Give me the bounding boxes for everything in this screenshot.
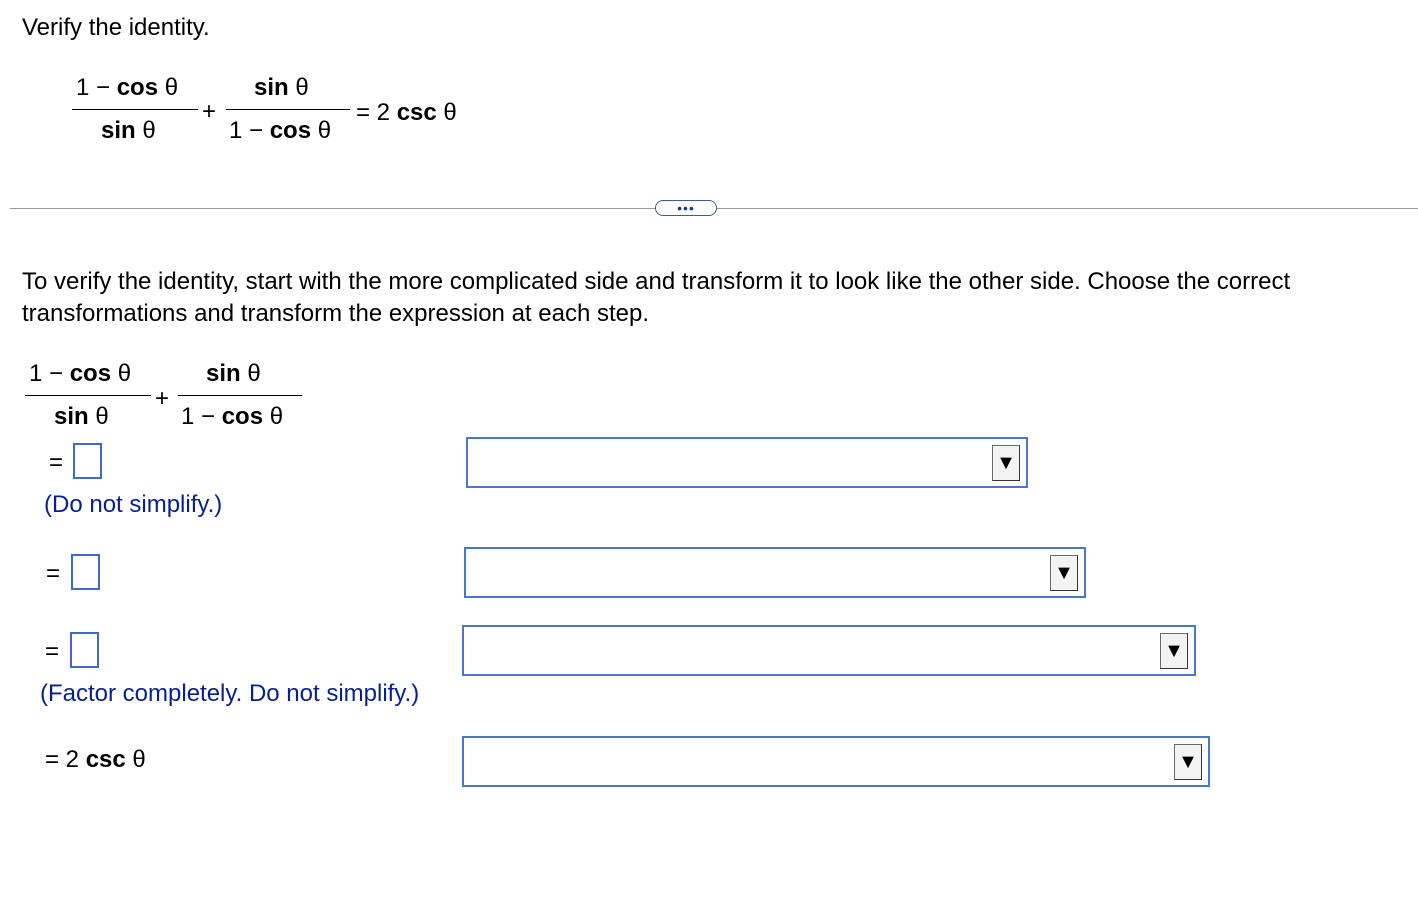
start-right-fraction-bar	[178, 395, 302, 396]
dropdown-arrow-glyph: ▼	[1178, 751, 1198, 773]
start-left-fraction-bar	[25, 395, 151, 396]
start-left-numerator: 1 − cos θ	[29, 360, 132, 387]
step-2-answer-box[interactable]	[71, 554, 100, 590]
step-3-note: (Factor completely. Do not simplify.)	[40, 680, 420, 707]
question-title: Verify the identity.	[22, 14, 210, 41]
identity-left-numerator: 1 − cos θ	[76, 74, 179, 101]
start-left-denominator: sin θ	[54, 403, 109, 430]
triangle-down-icon[interactable]	[1160, 633, 1188, 669]
identity-right-numerator: sin θ	[254, 74, 309, 101]
start-right-numerator: sin θ	[206, 360, 261, 387]
step-equals-sign: =	[45, 638, 60, 665]
step-1-reason-dropdown[interactable]	[466, 437, 1028, 488]
dropdown-arrow-glyph: ▼	[996, 452, 1016, 474]
triangle-down-icon[interactable]	[1174, 744, 1202, 780]
identity-plus-sign: +	[202, 98, 217, 125]
step-1-note: (Do not simplify.)	[44, 491, 223, 518]
identity-left-denominator: sin θ	[101, 117, 156, 144]
identity-right-denominator: 1 − cos θ	[229, 117, 332, 144]
identity-left-fraction-bar	[72, 109, 198, 110]
triangle-down-icon[interactable]	[1050, 555, 1078, 591]
step-equals-sign: =	[49, 449, 64, 476]
identity-rhs: = 2 csc θ	[356, 99, 457, 126]
step-1-answer-box[interactable]	[73, 443, 102, 479]
final-expression: = 2 csc θ	[45, 746, 146, 773]
instructions-text: To verify the identity, start with the more complicated side and transform it to look like the other side. Choose the correct transformations and transform the expression at each step.	[22, 268, 1291, 327]
identity-right-fraction-bar	[226, 109, 350, 110]
dropdown-arrow-glyph: ▼	[1164, 640, 1184, 662]
step-3-answer-box[interactable]	[70, 632, 99, 668]
final-reason-dropdown[interactable]	[462, 736, 1210, 787]
start-plus-sign: +	[155, 385, 170, 412]
start-right-denominator: 1 − cos θ	[181, 403, 284, 430]
dropdown-arrow-glyph: ▼	[1054, 562, 1074, 584]
show-more-button[interactable]	[655, 200, 717, 216]
step-equals-sign: =	[46, 560, 61, 587]
step-2-reason-dropdown[interactable]	[464, 547, 1086, 598]
step-3-reason-dropdown[interactable]	[462, 625, 1196, 676]
ellipsis-icon: •••	[677, 200, 695, 216]
triangle-down-icon[interactable]	[992, 445, 1020, 481]
